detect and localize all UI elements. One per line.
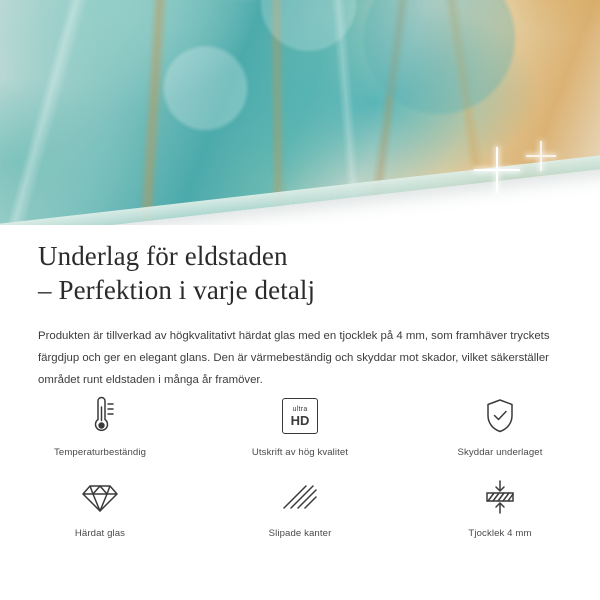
feature-item-print-quality [200, 393, 400, 458]
glass-panel-artwork [0, 0, 600, 225]
polished-edges-icon [280, 474, 320, 520]
shield-check-icon [481, 393, 519, 439]
hero-image [0, 0, 600, 225]
feature-grid [0, 393, 600, 539]
ultra-hd-badge-bottom: HD [290, 412, 310, 428]
feature-label: Tjocklek 4 mm [468, 528, 532, 539]
text-content [0, 225, 600, 391]
feature-label: Slipade kanter [268, 528, 332, 539]
feature-item-polished-edges [200, 474, 400, 539]
description-paragraph: Produkten är tillverkad av högkvalitativt härdat glas med en tjocklek på 4 mm, som framhäver tryckets färgdjup och ger en elegant glans. Den är värmebeständig och skyddar mot skador, vilket säkerställer området runt eldstaden i många år framöver. [38, 330, 550, 386]
diamond-icon [80, 474, 120, 520]
ultra-hd-badge-top: ultra [292, 405, 308, 413]
page-title-line-2: – Perfektion i varje detalj [38, 275, 316, 305]
feature-label: Temperaturbeständig [53, 447, 147, 458]
feature-item-temperature [0, 393, 200, 458]
feature-item-protection [400, 393, 600, 458]
page-title [38, 239, 600, 307]
feature-item-thickness [400, 474, 600, 539]
feature-label: Skyddar underlaget [457, 447, 543, 458]
feature-item-tempered-glass [0, 474, 200, 539]
feature-label: Härdat glas [74, 528, 126, 539]
thickness-4mm-icon [480, 474, 520, 520]
ultra-hd-icon [282, 393, 318, 439]
page-title-line-1: Underlag för eldstaden [38, 241, 288, 271]
thermometer-icon [80, 393, 120, 439]
feature-label: Utskrift av hög kvalitet [251, 447, 349, 458]
